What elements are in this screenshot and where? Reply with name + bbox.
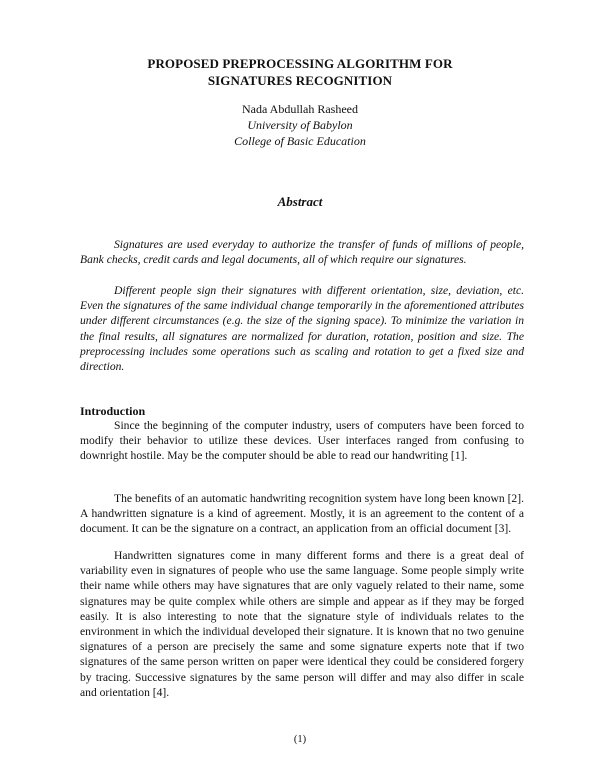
paper-title-line-2: SIGNATURES RECOGNITION [207, 73, 393, 88]
author-block [150, 101, 450, 149]
abstract-paragraph-2: Different people sign their signatures with different orientation, size, deviation, etc. Even the signatures of the same individual change temporarily in the aforementioned attributes under different circumstances (e.g. the size of the signing space). To minimize the variation in the final results, all signatures are normalized for duration, rotation, position and size. The preprocessing includes some operations such as scaling and rotation to get a fixed size and direction. [80, 284, 524, 374]
author-university: University of Babylon [247, 118, 353, 132]
introduction-heading: Introduction [80, 404, 146, 418]
abstract-paragraph-1: Signatures are used everyday to authorize the transfer of funds of millions of people, Bank checks, credit cards and legal documents, all of which require our signatures. [80, 238, 524, 267]
author-name: Nada Abdullah Rasheed [242, 102, 358, 116]
page-number: (1) [293, 734, 307, 745]
author-college: College of Basic Education [234, 134, 366, 148]
paper-title-line-1: PROPOSED PREPROCESSING ALGORITHM FOR [147, 56, 453, 71]
abstract-heading: Abstract [277, 194, 323, 209]
introduction-paragraph-1: Since the beginning of the computer industry, users of computers have been forced to modify their behavior to utilize these devices. User interfaces ranged from confusing to downright hostile. May be the computer should be able to read our handwriting [1]. [80, 419, 524, 463]
introduction-paragraph-2: The benefits of an automatic handwriting recognition system have long been known [2]. A handwritten signature is a kind of agreement. Mostly, it is an agreement to the content of a document. It can be the signature on a contract, an application from an official document [3]. [80, 492, 524, 536]
introduction-paragraph-3: Handwritten signatures come in many different forms and there is a great deal of variability even in signatures of people who use the same language. Some people simply write their name while others may have signatures that are only vaguely related to their name, some signatures may be quite complex while others are simple and appear as if they may be forged easily. It is also interesting to note that the signature style of individuals relates to the environment in which the individual developed their signature. It is known that no two genuine signatures of a person are precisely the same and some signature experts note that if two signatures of the same person written on paper were identical they could be considered forgery by tracing. Successive signatures by the same person will differ and may also differ in scale and orientation [4]. [80, 549, 524, 699]
paper-title [100, 55, 500, 89]
